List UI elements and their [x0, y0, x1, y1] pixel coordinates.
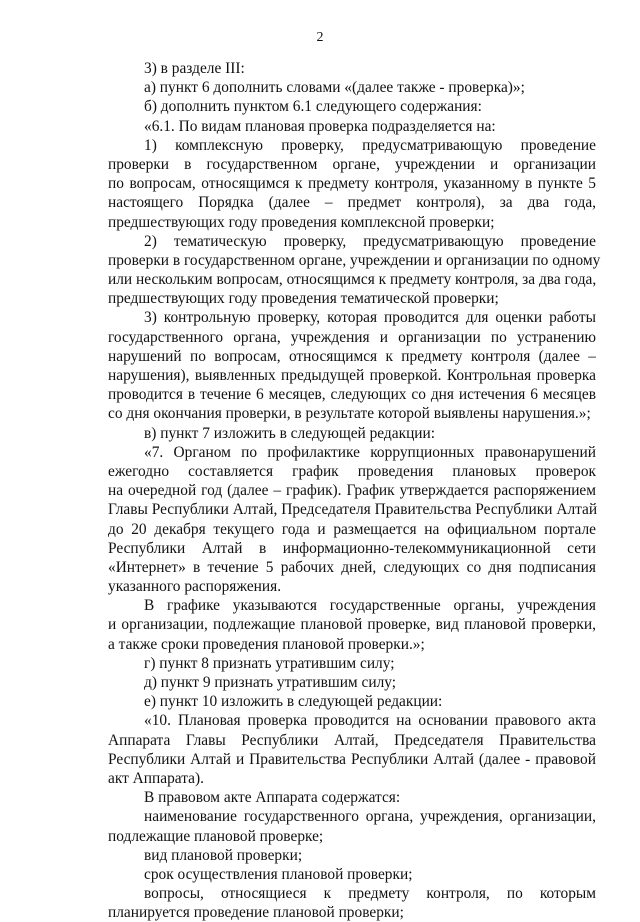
document-body — [108, 59, 601, 922]
text-line: Аппарата Главы Республики Алтай, Председателя Правительства — [108, 731, 596, 749]
text-line: проверки в государственном органе, учреждении и организации по одному — [108, 251, 601, 269]
text-line: 1) комплексную проверку, предусматривающую проведение — [144, 136, 596, 154]
text-line: нарушения), выявленных предыдущей проверкой. Контрольная проверка — [108, 367, 596, 384]
text-line: В правовом акте Аппарата содержатся: — [144, 789, 401, 807]
text-line: «6.1. По видам плановая проверка подразделяется на: — [144, 117, 496, 135]
text-line: вопросы, относящиеся к предмету контроля, по которым — [144, 885, 596, 903]
text-line: проводится в течение 6 месяцев, следующих со дня истечения 6 месяцев — [108, 386, 596, 404]
text-line: е) пункт 10 изложить в следующей редакции: — [144, 693, 443, 711]
text-line: Республики Алтай в информационно-телекоммуникационной сети — [108, 539, 596, 557]
text-line: планируется проведение плановой проверки; — [108, 904, 404, 922]
text-line: нарушений по вопросам, относящимся к предмету контроля (далее – — [108, 347, 596, 365]
text-line: указанного распоряжения. — [108, 578, 282, 596]
page-number: 2 — [316, 30, 324, 45]
text-line: Республики Алтай и Правительства Республики Алтай (далее - правовой — [108, 750, 596, 768]
text-line: «Интернет» в течение 5 рабочих дней, следующих со дня подписания — [108, 558, 596, 576]
text-line: на очередной год (далее – график). График утверждается распоряжением — [108, 482, 596, 500]
text-line: проверки в государственном органе, учреждении и организации — [108, 155, 596, 173]
text-line: «10. Плановая проверка проводится на основании правового акта — [144, 712, 596, 730]
text-line: наименование государственного органа, учреждения, организации, — [144, 808, 596, 826]
text-line: до 20 декабря текущего года и размещается на официальном портале — [108, 520, 596, 538]
text-line: Главы Республики Алтай, Председателя Правительства Республики Алтай — [108, 501, 598, 519]
text-line: государственного органа, учреждения и организации по устранению — [108, 328, 596, 346]
text-line: срок осуществления плановой проверки; — [144, 865, 413, 883]
text-line: 3) контрольную проверку, которая проводится для оценки работы — [144, 309, 596, 327]
text-line: В графике указываются государственные органы, учреждения — [144, 597, 596, 615]
text-line: 2) тематическую проверку, предусматривающую проведение — [144, 232, 596, 250]
text-line: б) дополнить пунктом 6.1 следующего содержания: — [144, 98, 482, 116]
text-line: акт Аппарата). — [108, 769, 204, 787]
text-line: со дня окончания проверки, в результате которой выявлены нарушения.»; — [108, 405, 591, 423]
text-line: вид плановой проверки; — [144, 846, 303, 864]
text-line: или нескольким вопросам, относящимся к предмету контроля, за два года, — [108, 271, 597, 289]
text-line: предшествующих году проведения комплексной проверки; — [108, 213, 495, 231]
text-line: 3) в разделе III: — [144, 60, 245, 77]
text-line: в) пункт 7 изложить в следующей редакции: — [144, 424, 436, 442]
text-line: д) пункт 9 признать утратившим силу; — [144, 674, 397, 691]
text-line: предшествующих году проведения тематической проверки; — [108, 290, 499, 308]
text-line: а) пункт 6 дополнить словами «(далее также - проверка)»; — [144, 79, 525, 97]
text-line: ежегодно составляется график проведения плановых проверок — [108, 462, 596, 480]
text-line: а также сроки проведения плановой проверки.»; — [108, 635, 425, 653]
text-line: «7. Органом по профилактике коррупционных правонарушений — [144, 443, 596, 461]
text-line: подлежащие плановой проверке; — [108, 827, 324, 845]
text-line: и организации, подлежащие плановой проверке, вид плановой проверки, — [108, 616, 596, 634]
text-line: по вопросам, относящимся к предмету контроля, указанному в пункте 5 — [108, 175, 596, 193]
text-line: настоящего Порядка (далее – предмет контроля), за два года, — [108, 194, 596, 212]
text-line: г) пункт 8 признать утратившим силу; — [144, 654, 395, 672]
